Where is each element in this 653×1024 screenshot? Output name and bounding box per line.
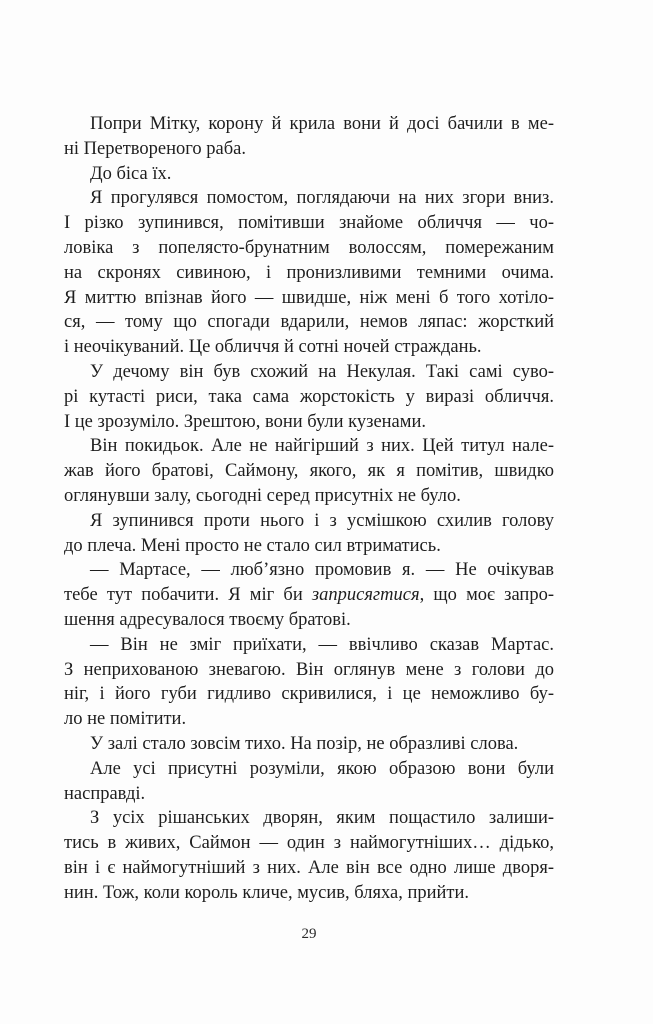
text-segment: до плеча. Мені просто не стало сил втриматись. xyxy=(64,535,441,556)
paragraph xyxy=(64,186,554,360)
text-segment: він і є наймогутніший з них. Але він все одно лише дворя- xyxy=(64,857,554,878)
text-line xyxy=(64,608,554,633)
text-line xyxy=(64,459,554,484)
text-line xyxy=(64,558,554,583)
text-line xyxy=(64,831,554,856)
text-segment: Попри Мітку, корону й крила вони й досі бачили в ме- xyxy=(90,114,554,134)
text-line xyxy=(64,658,554,683)
text-line xyxy=(64,434,554,459)
text-segment: шення адресувалося твоєму братові. xyxy=(64,609,351,630)
text-line xyxy=(64,137,554,162)
text-segment: ся, — тому що спогади вдарили, немов ляпас: жорсткий xyxy=(64,312,554,333)
text-line xyxy=(64,385,554,410)
text-segment: рі кутасті риси, така сама жорстокість у виразі обличчя. xyxy=(64,386,554,407)
text-segment: жав його братові, Саймону, якого, як я помітив, швидко xyxy=(64,461,554,482)
text-segment: ніг, і його губи гидливо скривилися, і це неможливо бу- xyxy=(64,684,554,705)
text-segment: У дечому він був схожий на Некулая. Такі самі суво- xyxy=(90,361,554,382)
text-segment: тебе тут побачити. Я міг би xyxy=(64,585,312,606)
text-segment: У залі стало зовсім тихо. На позір, не образливі слова. xyxy=(90,733,519,754)
paragraph xyxy=(64,434,554,508)
text-line xyxy=(64,806,554,831)
text-line xyxy=(64,162,554,187)
text-segment: І різко зупинився, помітивши знайоме обличчя — чо- xyxy=(64,213,554,234)
paragraph xyxy=(64,757,554,807)
text-segment: Я прогулявся помостом, поглядаючи на них згори вниз. xyxy=(90,188,554,209)
text-segment: оглянувши залу, сьогодні серед присутніх не було. xyxy=(64,485,461,506)
text-line xyxy=(64,583,554,608)
text-segment: нин. Тож, коли король кличе, мусив, бляха, прийти. xyxy=(64,882,470,903)
text-line xyxy=(64,310,554,335)
text-segment: , що моє запро- xyxy=(419,585,554,606)
text-segment: Але усі присутні розуміли, якою образою вони були xyxy=(90,758,554,779)
text-line xyxy=(64,881,554,906)
text-line xyxy=(64,211,554,236)
page-text xyxy=(64,112,554,906)
paragraph xyxy=(64,162,554,187)
text-segment: ні Перетвореного раба. xyxy=(64,138,246,159)
paragraph xyxy=(64,558,554,632)
paragraph xyxy=(64,633,554,732)
text-line xyxy=(64,335,554,360)
text-line xyxy=(64,534,554,559)
text-line xyxy=(64,112,554,137)
text-segment: насправді. xyxy=(64,783,146,804)
text-line xyxy=(64,856,554,881)
text-line xyxy=(64,360,554,385)
text-line xyxy=(64,707,554,732)
text-line xyxy=(64,410,554,435)
paragraph xyxy=(64,806,554,905)
text-line xyxy=(64,484,554,509)
text-segment: — Мартасе, — люб’язно промовив я. — Не очікував xyxy=(90,560,554,581)
text-line xyxy=(64,633,554,658)
page-number: 29 xyxy=(301,926,317,942)
text-segment: З усіх рішанських дворян, яким пощастило залиши- xyxy=(90,808,554,829)
text-line xyxy=(64,236,554,261)
text-line xyxy=(64,782,554,807)
paragraph xyxy=(64,509,554,559)
text-line xyxy=(64,682,554,707)
text-segment: Я миттю впізнав його — швидше, ніж мені б того хотіло- xyxy=(64,287,554,308)
text-line xyxy=(64,261,554,286)
paragraph xyxy=(64,360,554,434)
text-line xyxy=(64,509,554,534)
text-line xyxy=(64,286,554,311)
text-segment: Я зупинився проти нього і з усмішкою схилив голову xyxy=(90,510,554,531)
italic-text: заприсягтися xyxy=(311,585,420,606)
paragraph xyxy=(64,112,554,162)
text-line xyxy=(64,186,554,211)
text-segment: на скронях сивиною, і пронизливими темними очима. xyxy=(64,262,554,283)
text-segment: і неочікуваний. Це обличчя й сотні ночей страждань. xyxy=(64,337,482,358)
text-line xyxy=(64,732,554,757)
text-segment: тись в живих, Саймон — один з наймогутніших… дідько, xyxy=(64,833,554,854)
text-segment: З неприхованою зневагою. Він оглянув мене з голови до xyxy=(64,659,554,680)
text-segment: — Він не зміг приїхати, — ввічливо сказав Мартас. xyxy=(90,634,554,655)
text-segment: ловіка з попелясто-брунатним волоссям, помережаним xyxy=(64,237,554,258)
paragraph xyxy=(64,732,554,757)
text-segment: І це зрозуміло. Зрештою, вони були кузенами. xyxy=(64,411,426,432)
text-segment: ло не помітити. xyxy=(64,709,187,730)
text-segment: До біса їх. xyxy=(90,163,172,184)
text-segment: Він покидьок. Але не найгірший з них. Цей титул нале- xyxy=(90,436,554,457)
text-line xyxy=(64,757,554,782)
